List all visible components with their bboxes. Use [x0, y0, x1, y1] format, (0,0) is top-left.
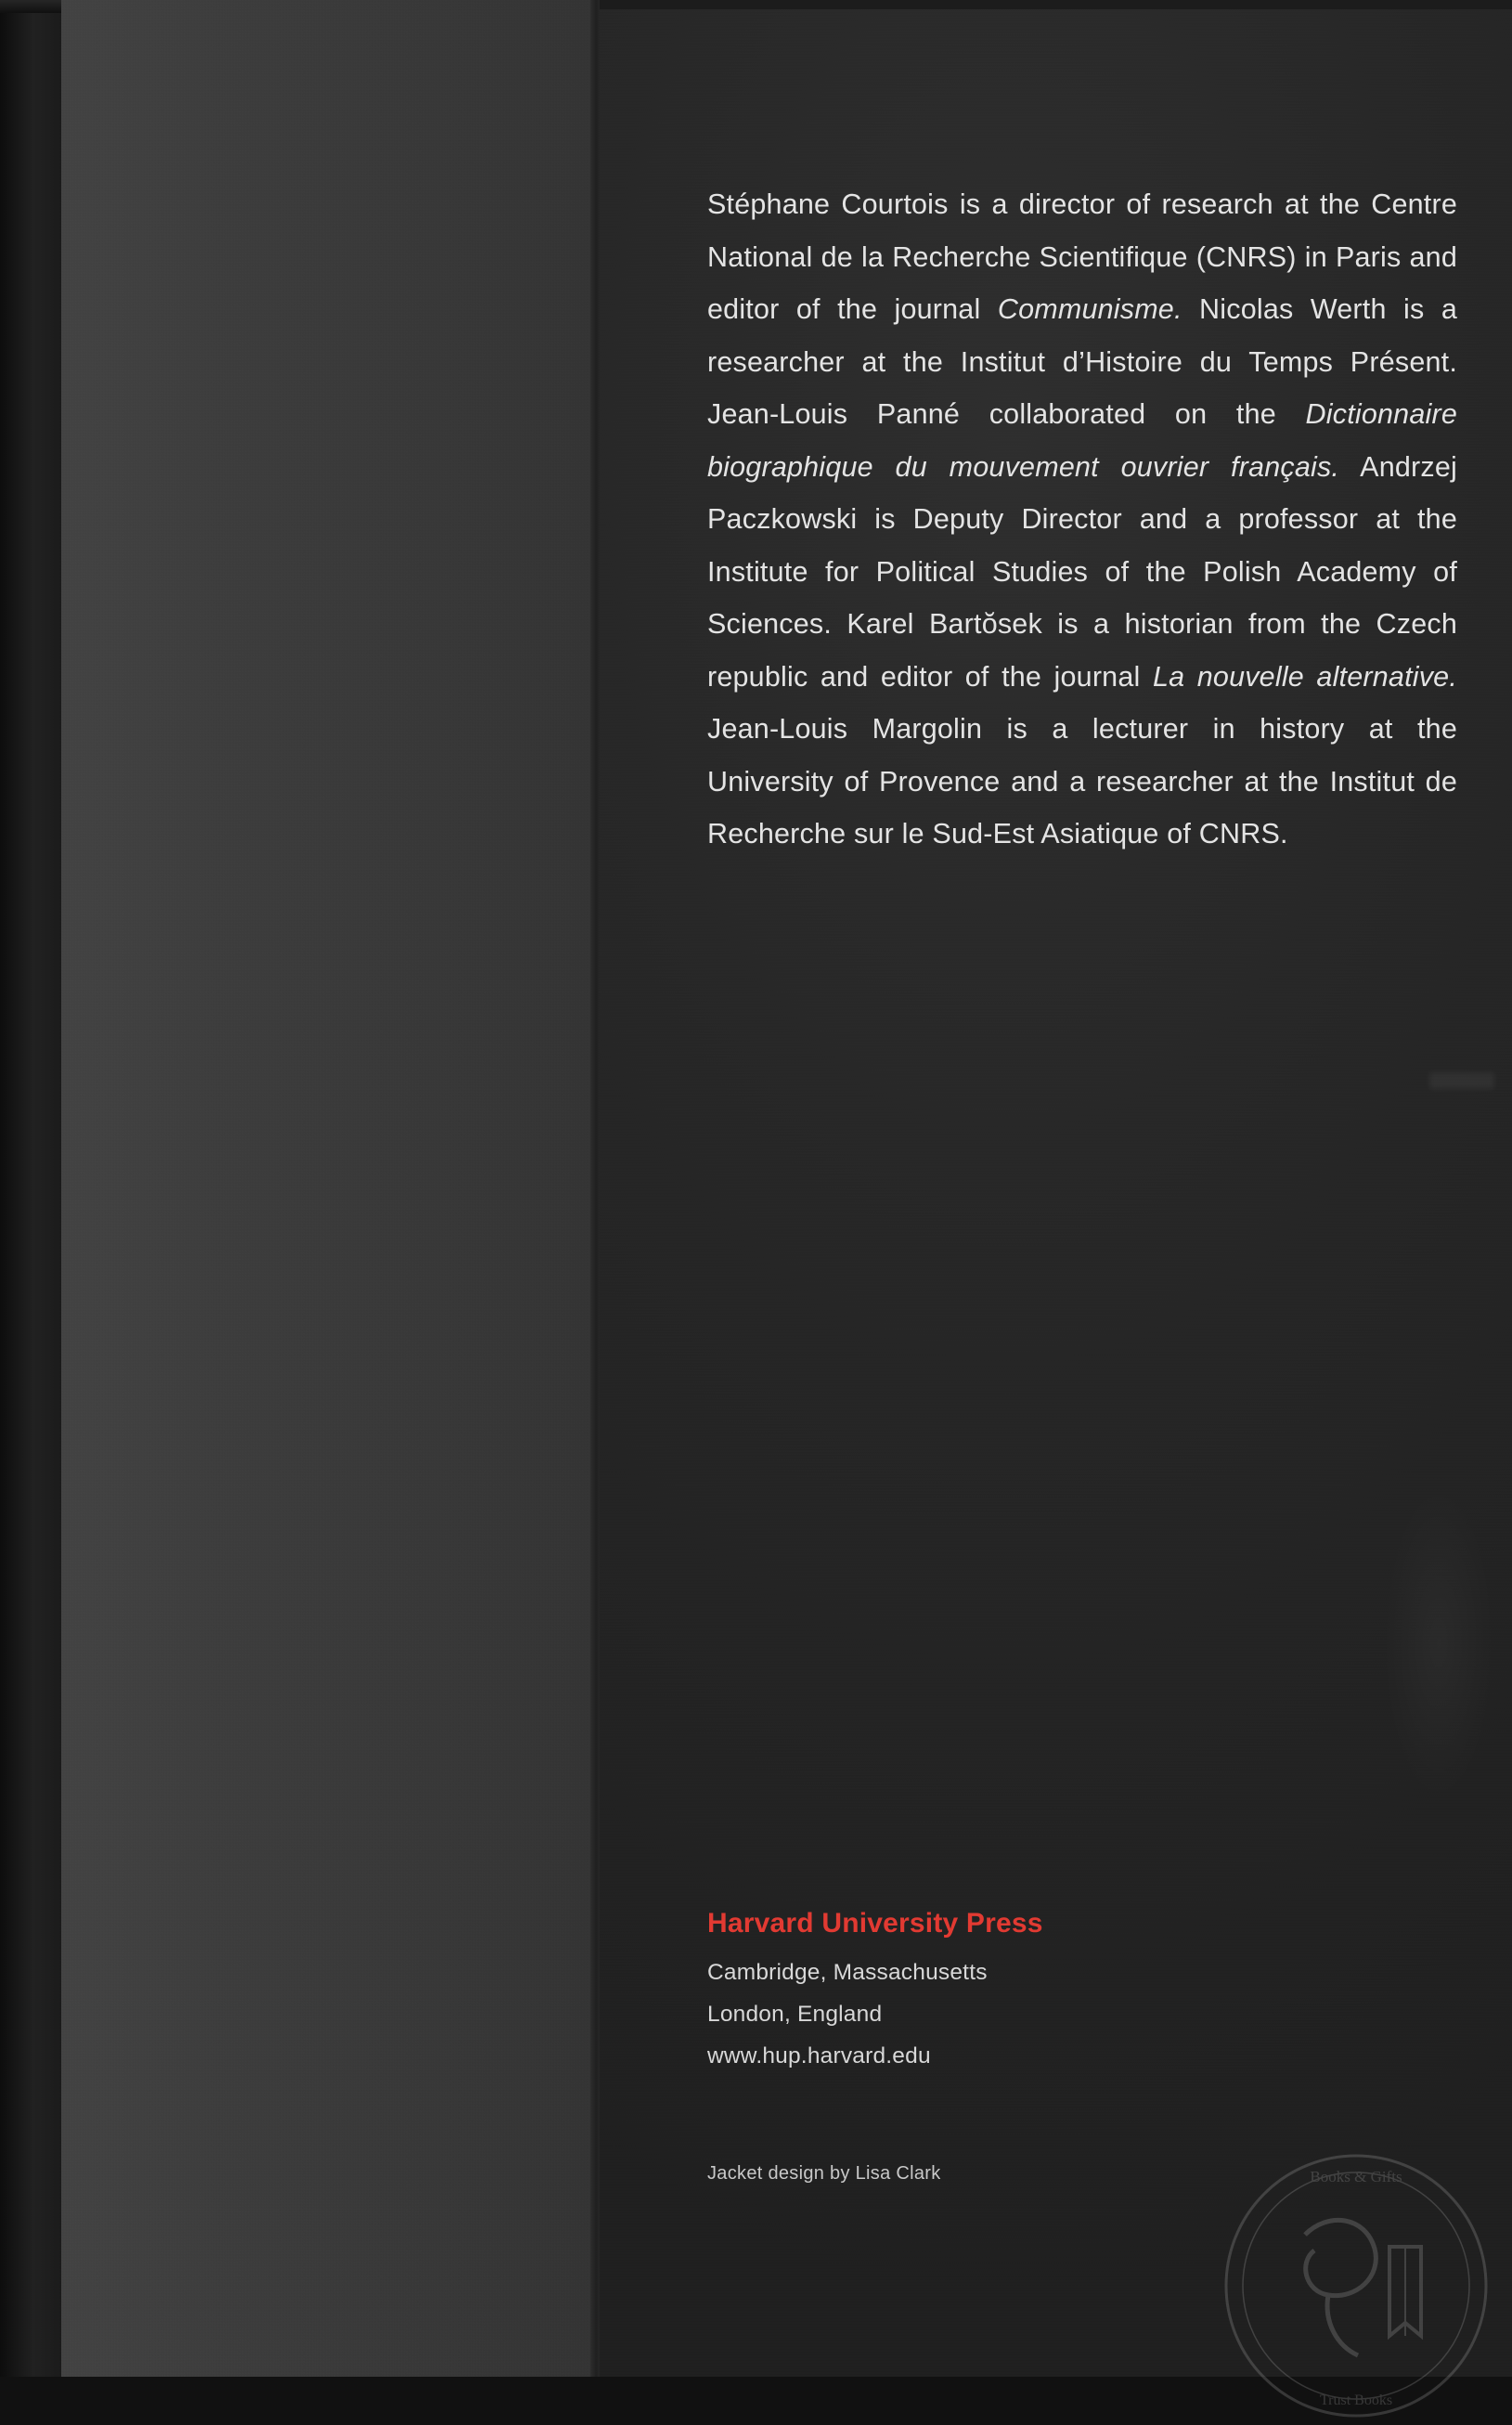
table-edge-strip — [0, 0, 61, 2377]
publisher-name: Harvard University Press — [707, 1908, 1043, 1939]
surface-highlight-large — [1383, 1485, 1494, 1801]
blurb-segment-4: Andrzej Paczkowski is Deputy Director and a professor at the Institute for Political Studies of the Polish Academy of Sciences. Karel Bartŏsek is a historian from the Czech republic and editor of the journal — [707, 450, 1457, 693]
jacket-flap-panel — [61, 0, 597, 2377]
blurb-segment-0: Stéphane Courtois is a director of research at the Centre National de la Recherche Scientifique (CNRS) in Paris and editor of the journal — [707, 188, 1457, 325]
back-cover-top-shadow — [600, 0, 1512, 9]
svg-text:Books & Gifts: Books & Gifts — [1310, 2168, 1402, 2185]
publisher-address-line-1: Cambridge, Massachusetts — [707, 1960, 988, 1985]
svg-text:Trust Books: Trust Books — [1319, 2393, 1393, 2408]
bookstore-stamp-icon — [1217, 2146, 1495, 2425]
blurb-segment-2: Nicolas Werth is a researcher at the Institut d’Histoire du Temps Présent. Jean-Louis Panné collaborated on the — [707, 293, 1457, 430]
surface-highlight-small — [1429, 1072, 1494, 1089]
author-biography-text — [707, 178, 1457, 861]
publisher-block — [707, 1908, 1357, 2077]
blurb-segment-6: Jean-Louis Margolin is a lecturer in history at the University of Provence and a researcher at the Institut de Recherche sur le Sud-Est Asiatique of CNRS. — [707, 713, 1457, 849]
jacket-design-credit: Jacket design by Lisa Clark — [707, 2163, 941, 2184]
blurb-segment-3: Dictionnaire biographique du mouvement ouvrier français. — [707, 398, 1457, 483]
flap-paper-texture — [61, 0, 597, 2377]
publisher-address-line-2: London, England — [707, 2002, 883, 2027]
blurb-segment-1: Communisme. — [997, 293, 1182, 325]
jacket-fold-line — [590, 0, 600, 2377]
publisher-website[interactable]: www.hup.harvard.edu — [707, 2043, 931, 2068]
blurb-segment-5: La nouvelle alternative. — [1152, 660, 1458, 693]
